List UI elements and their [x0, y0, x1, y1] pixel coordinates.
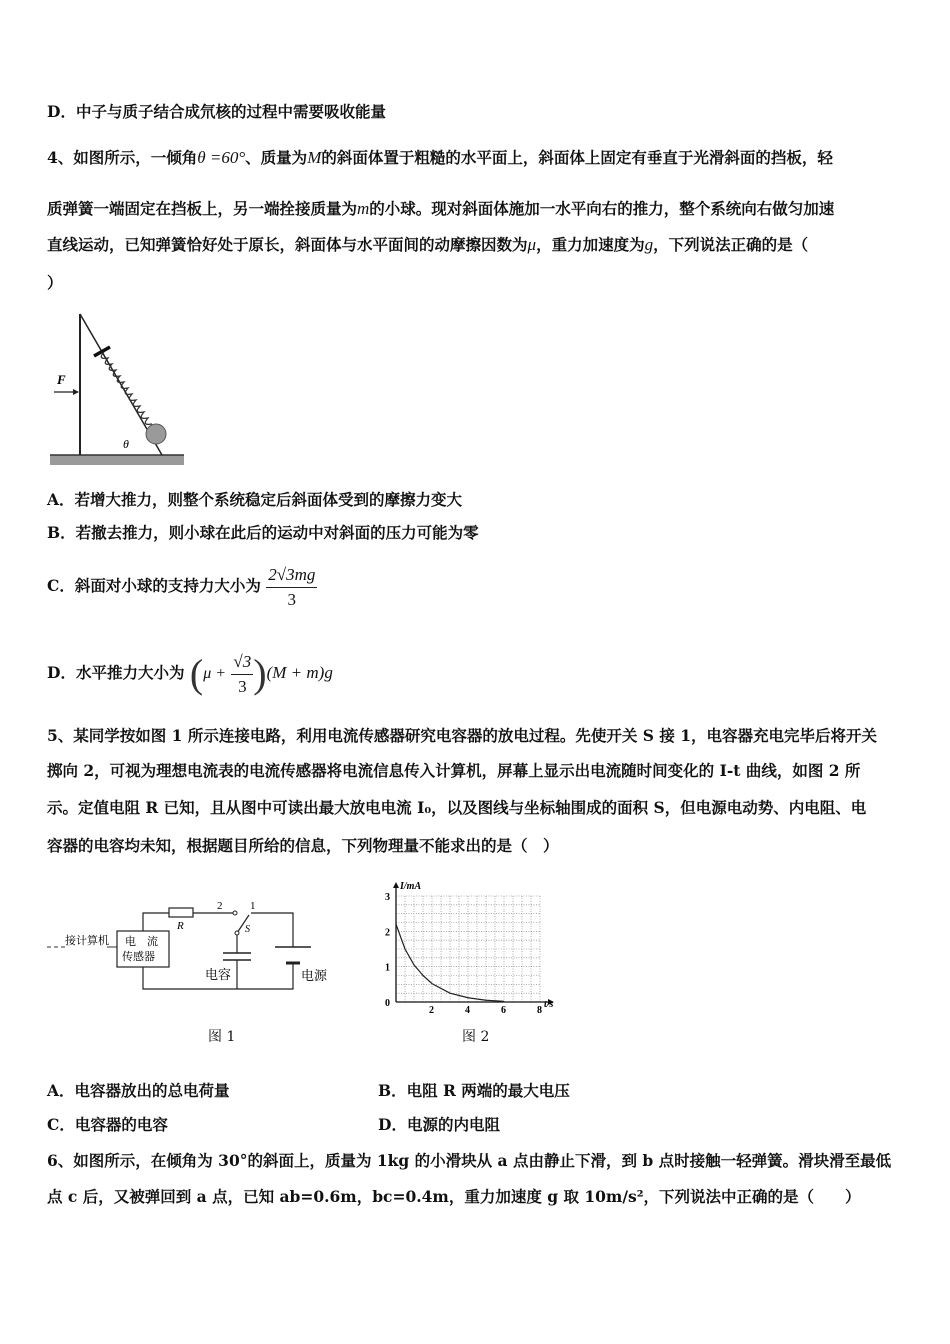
figure-background	[46, 300, 188, 472]
capacitor-label: 电容	[205, 968, 232, 983]
x-tick-label: 2	[429, 1005, 434, 1016]
computer-label: 接计算机	[65, 934, 109, 947]
q5-circuit-figure	[45, 893, 345, 1003]
q4-stem-text: 的斜面体置于粗糙的水平面上，斜面体上固定有垂直于光滑斜面的挡板，轻	[321, 148, 833, 167]
q5-option-b: B．电阻 R 两端的最大电压	[378, 1081, 570, 1100]
terminal-2-label: 2	[217, 900, 223, 912]
wire-top-right	[251, 913, 293, 947]
figure-2-caption: 图 2	[462, 1029, 490, 1045]
y-tick-label: 0	[385, 998, 390, 1009]
ground-hatch	[50, 455, 184, 465]
source-label: 电源	[301, 969, 328, 984]
fraction-denominator: 3	[238, 676, 247, 696]
q4-g: g	[644, 235, 654, 254]
q6-stem-line-1: 6、如图所示，在倾角为 30°的斜面上，质量为 1kg 的小滑块从 a 点由静止下滑，到 b 点时接触一轻弹簧。滑块滑至最低	[47, 1151, 892, 1170]
q5-stem-line-4: 容器的电容均未知，根据题目所给的信息，下列物理量不能求出的是（ ）	[47, 836, 559, 855]
q4-option-d-text: D．水平推力大小为	[47, 663, 185, 682]
q4-option-d-fraction	[231, 650, 253, 699]
fraction-numerator: 2√3mg	[266, 563, 317, 588]
right-paren: )	[253, 651, 267, 696]
q5-option-c: C．电容器的电容	[47, 1115, 168, 1134]
y-tick-label: 3	[385, 892, 390, 903]
y-tick-label: 2	[385, 927, 390, 939]
angle-label: θ	[123, 437, 129, 451]
terminal-2	[233, 911, 237, 915]
q4-mu: μ	[527, 235, 537, 254]
terminal-1-label: 1	[250, 900, 256, 912]
q4-stem-text: ，重力加速度为	[536, 235, 645, 254]
q4-option-d-mu: μ +	[203, 665, 227, 682]
chart-axes	[393, 882, 554, 1005]
q5-stem-line-2: 掷向 2，可视为理想电流表的电流传感器将电流信息传入计算机，屏幕上显示出电流随时间变化的 I-t 曲线，如图 2 所	[47, 761, 861, 780]
q4-option-c-fraction	[266, 563, 317, 612]
resistor-label: R	[177, 920, 184, 932]
q4-option-a: A．若增大推力，则整个系统稳定后斜面体受到的摩擦力变大	[47, 490, 463, 509]
q4-theta-value: θ =60°	[197, 148, 246, 167]
left-paren: (	[189, 651, 204, 696]
fraction-denominator: 3	[287, 589, 297, 609]
q4-stem-line-1	[47, 147, 909, 169]
q4-option-b: B．若撤去推力，则小球在此后的运动中对斜面的压力可能为零	[47, 523, 479, 542]
q4-stem-line-2	[47, 198, 909, 220]
q5-option-a: A．电容器放出的总电荷量	[47, 1081, 230, 1100]
q4-option-d-tail: (M + m)g	[266, 663, 333, 682]
q4-stem-text: 4、如图所示，一倾角	[47, 148, 198, 167]
q4-incline-figure	[46, 300, 188, 472]
q4-stem-line-3	[47, 234, 909, 256]
q4-stem-text: ，下列说法正确的是（	[653, 235, 809, 254]
q4-stem-text: 直线运动，已知弹簧恰好处于原长，斜面体与水平面间的动摩擦因数为	[47, 235, 528, 254]
q4-option-d	[47, 643, 909, 704]
x-tick-label: 6	[501, 1005, 506, 1016]
chart-y-label: I/mA	[400, 881, 422, 892]
switch-pivot	[235, 931, 239, 935]
resistor	[169, 908, 193, 917]
q5-stem-line-1: 5、某同学按如图 1 所示连接电路，利用电流传感器研究电容器的放电过程。先使开关 S 接 1，电容器充电完毕后将开关	[47, 726, 878, 745]
chart-x-label: t/s	[544, 999, 554, 1010]
switch-label: S	[245, 924, 250, 935]
q4-mass-m: m	[357, 199, 370, 218]
chart-ticks	[385, 892, 542, 1016]
sensor-label-line-2: 传感器	[122, 950, 155, 963]
y-tick-label: 1	[385, 962, 390, 974]
y-axis-arrowhead	[393, 882, 399, 888]
q4-option-c-text: C．斜面对小球的支持力大小为	[47, 576, 261, 595]
q5-option-d: D．电源的内电阻	[378, 1115, 500, 1134]
force-label: F	[57, 372, 66, 387]
q3-option-d: D．中子与质子结合成氘核的过程中需要吸收能量	[47, 102, 386, 121]
q4-stem-text: 质弹簧一端固定在挡板上，另一端拴接质量为	[47, 199, 358, 218]
ball	[146, 424, 166, 444]
q5-stem-line-3: 示。定值电阻 R 已知，且从图中可读出最大放电电流 I₀，以及图线与坐标轴围成的面积 S，但电源电动势、内电阻、电	[47, 798, 867, 817]
figure-1-caption: 图 1	[208, 1029, 236, 1045]
q4-stem-text: 、质量为	[245, 148, 308, 167]
sensor-label-line-1: 电 流	[125, 935, 158, 948]
q6-stem-line-2: 点 c 后，又被弹回到 a 点，已知 ab=0.6m，bc=0.4m，重力加速度 g 取 10m/s²，下列说法中正确的是（ ）	[47, 1187, 861, 1206]
q4-mass-M: M	[307, 148, 322, 167]
x-tick-label: 4	[465, 1005, 470, 1016]
x-tick-label: 8	[537, 1005, 542, 1016]
q4-stem-text: 的小球。现对斜面体施加一水平向右的推力，整个系统向右做匀加速	[369, 199, 835, 218]
q5-current-time-chart	[380, 876, 565, 1016]
q4-option-c	[47, 561, 909, 612]
chart-grid	[396, 896, 540, 1002]
wire-top-left	[143, 913, 169, 931]
discharge-curve	[396, 924, 504, 1001]
fraction-numerator: √3	[231, 650, 253, 675]
q4-stem-line-4: ）	[47, 273, 63, 292]
